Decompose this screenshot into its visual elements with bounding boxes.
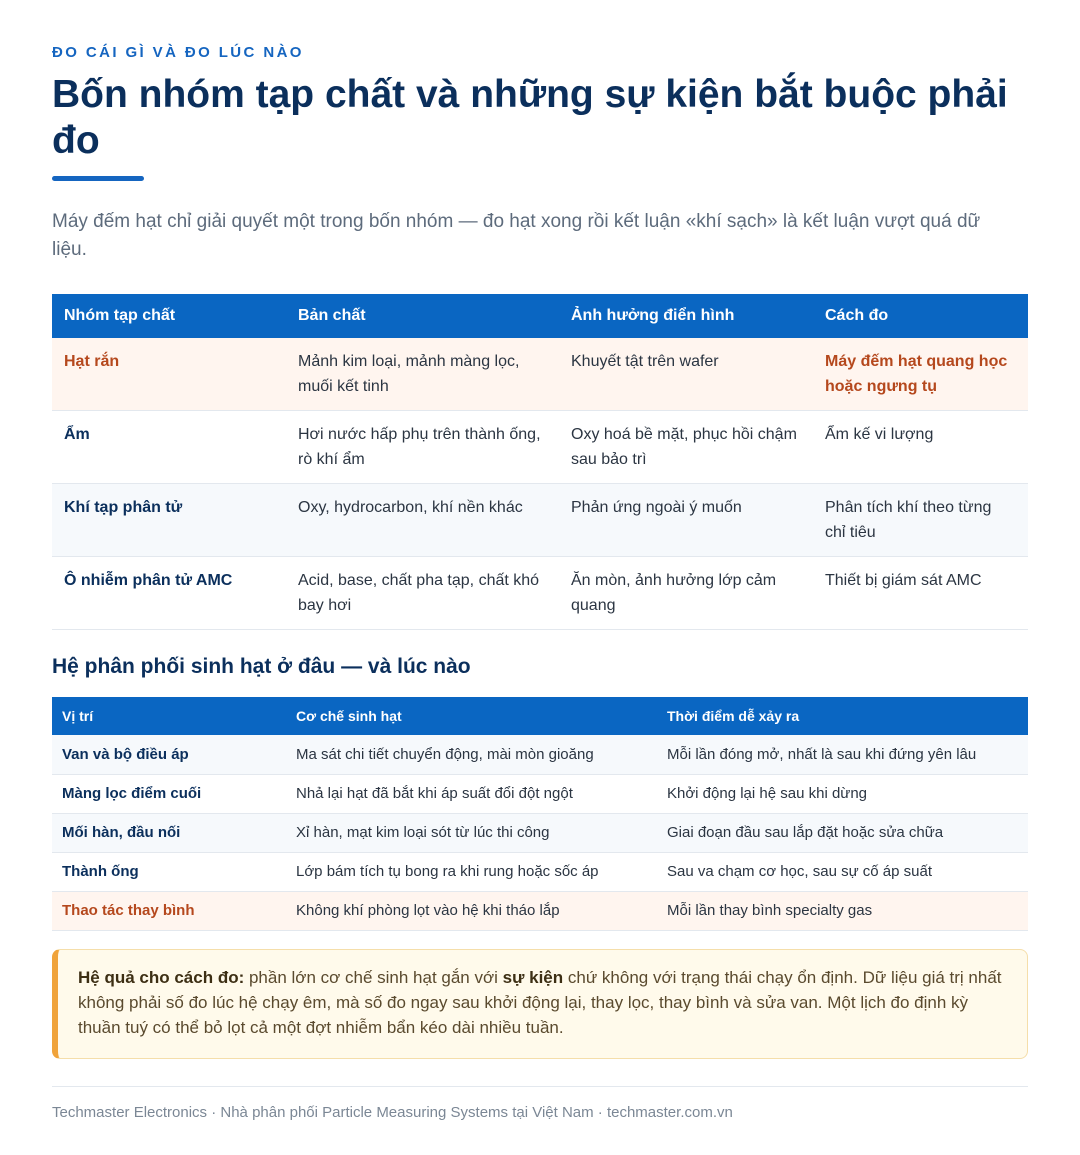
row-label: Van và bộ điều áp — [52, 735, 286, 774]
table-cell: Phản ứng ngoài ý muốn — [559, 484, 813, 557]
callout-emphasis: sự kiện — [502, 968, 564, 987]
table-row — [52, 891, 1028, 930]
column-header: Vị trí — [52, 697, 286, 735]
table-row — [52, 338, 1028, 411]
column-header: Ảnh hưởng điển hình — [559, 294, 813, 338]
table-cell: Ma sát chi tiết chuyển động, mài mòn gioăng — [286, 735, 657, 774]
callout-text: chứ không với trạng thái chạy ổn định. Dữ liệu giá trị nhất không phải số đo lúc hệ chạy êm, mà số đo ngay sau khởi động lại, thay lọc, thay bình và sửa van. Một lịch đo định kỳ thuần tuý có thể bỏ lọt cả một đợt nhiễm bẩn kéo dài nhiều tuần. — [78, 968, 1002, 1037]
table-cell: Lớp bám tích tụ bong ra khi rung hoặc sốc áp — [286, 852, 657, 891]
table-cell: Mỗi lần đóng mở, nhất là sau khi đứng yên lâu — [657, 735, 1028, 774]
table-cell: Phân tích khí theo từng chỉ tiêu — [813, 484, 1028, 557]
table-row — [52, 411, 1028, 484]
table-row — [52, 774, 1028, 813]
callout-text: phần lớn cơ chế sinh hạt gắn với — [244, 968, 503, 987]
contaminant-table — [52, 294, 1028, 630]
row-label: Thành ống — [52, 852, 286, 891]
column-header: Cách đo — [813, 294, 1028, 338]
table-cell: Oxy hoá bề mặt, phục hồi chậm sau bảo trì — [559, 411, 813, 484]
table-cell: Khởi động lại hệ sau khi dừng — [657, 774, 1028, 813]
lead-paragraph: Máy đếm hạt chỉ giải quyết một trong bốn nhóm — đo hạt xong rồi kết luận «khí sạch» là kết luận vượt quá dữ liệu. — [52, 211, 981, 260]
table-cell: Giai đoạn đầu sau lắp đặt hoặc sửa chữa — [657, 813, 1028, 852]
table-cell: Máy đếm hạt quang học hoặc ngưng tụ — [813, 338, 1028, 411]
row-label: Màng lọc điểm cuối — [52, 774, 286, 813]
table-cell: Hơi nước hấp phụ trên thành ống, rò khí ẩm — [286, 411, 559, 484]
row-label: Ẩm — [52, 411, 286, 484]
table-cell: Ăn mòn, ảnh hưởng lớp cảm quang — [559, 557, 813, 630]
column-header: Bản chất — [286, 294, 559, 338]
table-row — [52, 852, 1028, 891]
table-cell: Mảnh kim loại, mảnh màng lọc, muối kết tinh — [286, 338, 559, 411]
table-cell: Sau va chạm cơ học, sau sự cố áp suất — [657, 852, 1028, 891]
table-row — [52, 735, 1028, 774]
table-row — [52, 557, 1028, 630]
footer-divider — [52, 1086, 1028, 1087]
table-cell: Nhả lại hạt đã bắt khi áp suất đổi đột ngột — [286, 774, 657, 813]
column-header: Nhóm tạp chất — [52, 294, 286, 338]
section-title: Hệ phân phối sinh hạt ở đâu — và lúc nào — [52, 655, 471, 678]
table-header-row — [52, 697, 1028, 735]
row-label: Hạt rắn — [52, 338, 286, 411]
table-header-row — [52, 294, 1028, 338]
table-cell: Thiết bị giám sát AMC — [813, 557, 1028, 630]
row-label: Mối hàn, đầu nối — [52, 813, 286, 852]
particle-source-table — [52, 697, 1028, 931]
column-header: Thời điểm dễ xảy ra — [657, 697, 1028, 735]
table-row — [52, 813, 1028, 852]
consequence-callout — [52, 949, 1028, 1059]
table-cell: Khuyết tật trên wafer — [559, 338, 813, 411]
table-row — [52, 484, 1028, 557]
table-cell: Xỉ hàn, mạt kim loại sót từ lúc thi công — [286, 813, 657, 852]
table-cell: Ẩm kế vi lượng — [813, 411, 1028, 484]
title-underline — [52, 176, 144, 181]
footer-text: Techmaster Electronics · Nhà phân phối Particle Measuring Systems tại Việt Nam · techmaster.com.vn — [52, 1104, 733, 1121]
table-cell: Không khí phòng lọt vào hệ khi tháo lắp — [286, 891, 657, 930]
column-header: Cơ chế sinh hạt — [286, 697, 657, 735]
table-cell: Mỗi lần thay bình specialty gas — [657, 891, 1028, 930]
eyebrow: ĐO CÁI GÌ VÀ ĐO LÚC NÀO — [52, 44, 304, 61]
table-cell: Acid, base, chất pha tạp, chất khó bay hơi — [286, 557, 559, 630]
row-label: Thao tác thay bình — [52, 891, 286, 930]
table-cell: Oxy, hydrocarbon, khí nền khác — [286, 484, 559, 557]
row-label: Khí tạp phân tử — [52, 484, 286, 557]
page-title: Bốn nhóm tạp chất và những sự kiện bắt buộc phải đo — [52, 73, 1008, 162]
row-label: Ô nhiễm phân tử AMC — [52, 557, 286, 630]
callout-label: Hệ quả cho cách đo: — [78, 968, 245, 987]
